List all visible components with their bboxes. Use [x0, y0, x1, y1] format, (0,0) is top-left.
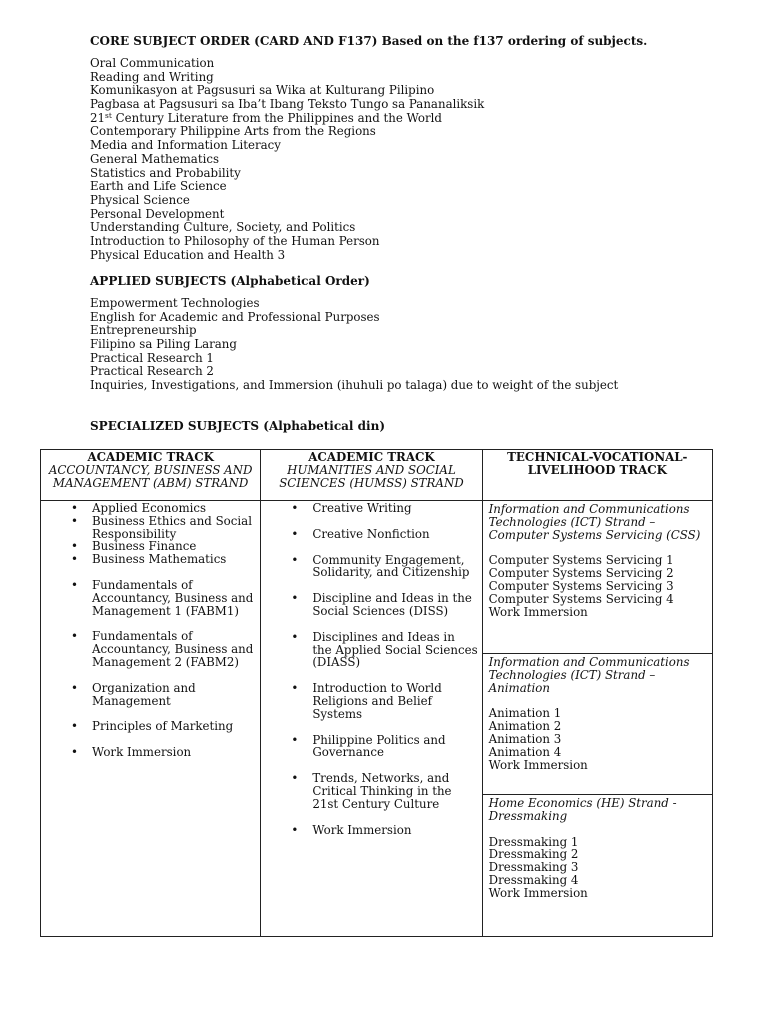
list-item: • Work Immersion — [41, 746, 256, 759]
humss-subject-list — [261, 502, 481, 836]
list-item: Komunikasyon at Pagsusuri sa Wika at Kulturang Pilipino — [90, 83, 435, 98]
list-item: 21st Century Literature from the Philippines and the World — [90, 110, 442, 125]
list-item: • Community Engagement, Solidarity, and Citizenship — [261, 554, 477, 580]
list-item: Animation 1 — [488, 706, 562, 721]
list-item: Contemporary Philippine Arts from the Regions — [90, 124, 376, 139]
list-item: • Creative Writing — [261, 502, 477, 515]
applied-heading: APPLIED SUBJECTS (Alphabetical Order) — [90, 274, 370, 288]
list-item: Filipino sa Piling Larang — [90, 337, 237, 352]
specialized-heading: SPECIALIZED SUBJECTS (Alphabetical din) — [90, 419, 386, 433]
list-item: • Fundamentals of Accountancy, Business and Management 2 (FABM2) — [41, 630, 256, 668]
list-item: • Business Ethics and Social Responsibility — [41, 515, 256, 541]
list-item: • Philippine Politics and Governance — [261, 734, 477, 760]
list-item: Dressmaking 1 — [488, 834, 579, 849]
list-item: Understanding Culture, Society, and Politics — [90, 220, 356, 235]
humss-subjects-cell — [261, 501, 482, 937]
core-subject-list — [90, 57, 484, 262]
list-item: Practical Research 2 — [90, 364, 214, 379]
list-item: Dressmaking 4 — [488, 872, 579, 887]
list-item: Media and Information Literacy — [90, 138, 281, 153]
list-item: • Creative Nonfiction — [261, 528, 477, 541]
list-item: Dressmaking 2 — [488, 847, 579, 862]
list-item: Physical Education and Health 3 — [90, 247, 286, 262]
list-item: Practical Research 1 — [90, 350, 214, 365]
list-item: Computer Systems Servicing 4 — [488, 591, 674, 606]
list-item: Inquiries, Investigations, and Immersion (ihuhuli po talaga) due to weight of the subject — [90, 378, 619, 393]
abm-subject-list — [41, 502, 260, 759]
list-item: Empowerment Technologies — [90, 296, 260, 310]
list-item: • Trends, Networks, and Critical Thinking in the 21st Century Culture — [261, 772, 477, 810]
list-item: Computer Systems Servicing 3 — [488, 578, 674, 593]
list-item: • Organization and Management — [41, 682, 256, 708]
list-item: Animation 2 — [488, 719, 562, 734]
list-item: Animation 4 — [488, 744, 562, 759]
list-item: • Principles of Marketing — [41, 720, 256, 733]
list-item: • Fundamentals of Accountancy, Business and Management 1 (FABM1) — [41, 579, 256, 617]
list-item: English for Academic and Professional Purposes — [90, 309, 380, 324]
list-item: Computer Systems Servicing 1 — [488, 553, 674, 568]
list-item: Animation 3 — [488, 731, 562, 746]
list-item: • Business Mathematics — [41, 553, 256, 566]
list-item: Pagbasa at Pagsusuri sa Iba’t Ibang Teksto Tungo sa Pananaliksik — [90, 97, 485, 112]
list-item: Computer Systems Servicing 2 — [488, 566, 674, 581]
tvl-css-cell — [482, 501, 712, 654]
list-item: Earth and Life Science — [90, 179, 227, 194]
list-item: Introduction to Philosophy of the Human Person — [90, 233, 380, 248]
humss-strand-title: HUMANITIES AND SOCIAL SCIENCES (HUMSS) STRAND — [279, 462, 464, 490]
list-item: Work Immersion — [488, 885, 588, 900]
list-item: • Work Immersion — [261, 824, 477, 837]
humss-header — [261, 450, 482, 501]
animation-strand-title: Information and Communications Technologies (ICT) Strand – Animation — [488, 655, 690, 695]
abm-header — [41, 450, 261, 501]
core-heading: CORE SUBJECT ORDER (CARD AND F137) Based on the f137 ordering of subjects. — [90, 34, 648, 48]
list-item: General Mathematics — [90, 151, 220, 166]
list-item: • Discipline and Ideas in the Social Sciences (DISS) — [261, 592, 477, 618]
specialized-subjects-table — [40, 449, 713, 937]
list-item: Physical Science — [90, 192, 190, 207]
tvl-header — [482, 450, 712, 501]
list-item: • Disciplines and Ideas in the Applied Social Sciences (DIASS) — [261, 631, 477, 669]
tvl-track-title: TECHNICAL-VOCATIONAL-LIVELIHOOD TRACK — [507, 450, 688, 477]
humss-track-title: ACADEMIC TRACK — [308, 450, 435, 464]
list-item: • Business Finance — [41, 540, 256, 553]
tvl-dressmaking-cell — [482, 795, 712, 937]
list-item: Work Immersion — [488, 757, 588, 772]
list-item: Entrepreneurship — [90, 323, 197, 338]
list-item: Work Immersion — [488, 604, 588, 619]
list-item: Oral Communication — [90, 56, 215, 70]
abm-track-title: ACADEMIC TRACK — [87, 450, 214, 464]
css-strand-title: Information and Communications Technologies (ICT) Strand – Computer Systems Servicing (CSS) — [488, 502, 701, 542]
list-item: Statistics and Probability — [90, 165, 241, 180]
dressmaking-strand-title: Home Economics (HE) Strand - Dressmaking — [488, 796, 677, 823]
tvl-animation-cell — [482, 654, 712, 795]
list-item: Personal Development — [90, 206, 225, 221]
abm-subjects-cell — [41, 501, 261, 937]
list-item: Dressmaking 3 — [488, 860, 579, 875]
abm-strand-title: ACCOUNTANCY, BUSINESS AND MANAGEMENT (ABM) STRAND — [48, 462, 253, 490]
list-item: • Applied Economics — [41, 502, 256, 515]
list-item: Reading and Writing — [90, 69, 214, 84]
list-item: • Introduction to World Religions and Belief Systems — [261, 682, 477, 720]
applied-subject-list — [90, 297, 618, 393]
